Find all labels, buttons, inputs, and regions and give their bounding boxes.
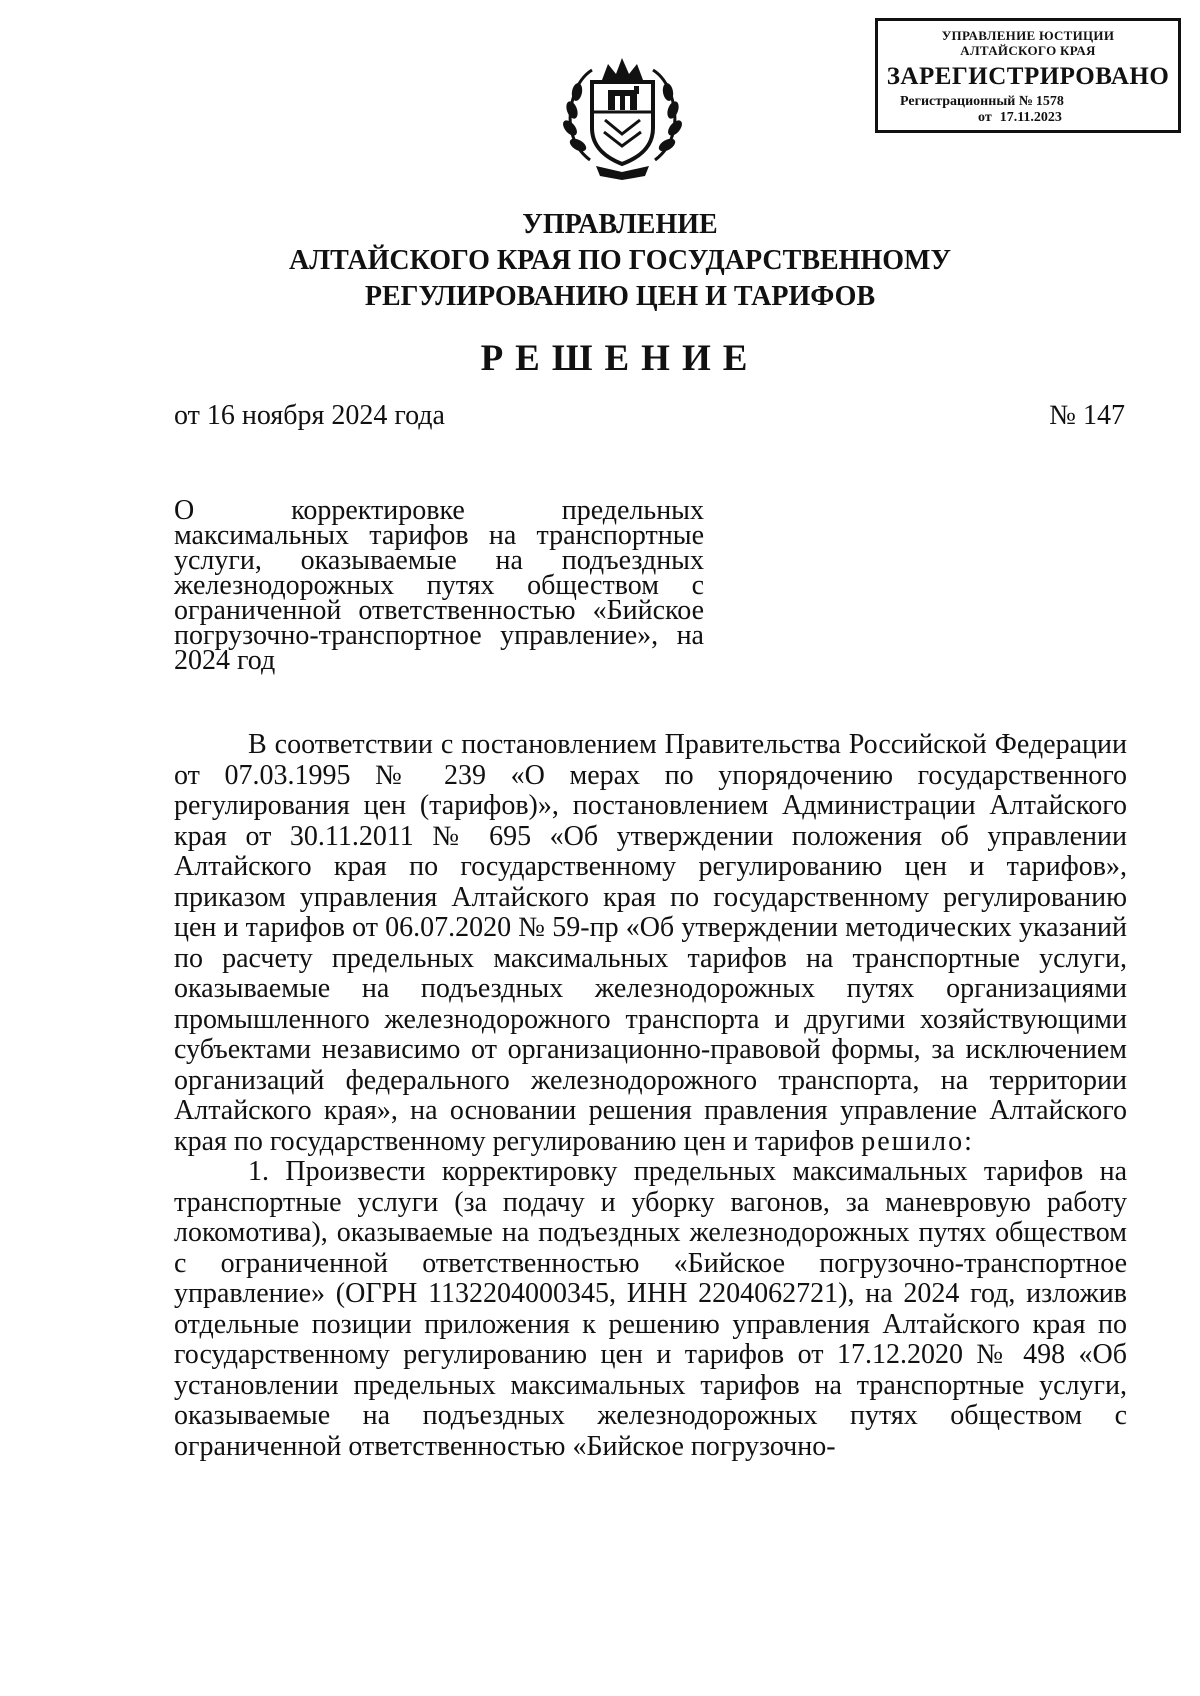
stamp-reg-date xyxy=(878,110,1178,126)
stamp-authority-line2: АЛТАЙСКОГО КРАЯ xyxy=(960,43,1096,58)
preamble-text: В соответствии с постановлением Правительства Российской Федерации от 07.03.1995 № 239 «О мерах по упорядочению государственного регулирования цен (тарифов)», постановлением Администрации Алтайского края от 30.11.2011 № 695 «Об утверждении положения об управлении Алтайского края по государственному регулированию цен и тарифов», приказом управления Алтайского края по государственному регулированию цен и тарифов от 06.07.2020 № 59-пр «Об утверждении методических указаний по расчету предельных максимальных тарифов на транспортные услуги, оказываемые на подъездных железнодорожных путях организациями промышленного железнодорожного транспорта и другими хозяйствующими субъектами независимо от организационно-правовой формы, за исключением организаций федерального железнодорожного транспорта, на территории Алтайского края», на основании решения правления управление Алтайского края по государственному регулированию цен и тарифов xyxy=(174,729,1127,1157)
stamp-reg-number xyxy=(878,94,1178,110)
stamp-registered: ЗАРЕГИСТРИРОВАНО xyxy=(886,63,1170,90)
stamp-reg-date-value: 17.11.2023 xyxy=(999,110,1062,125)
registration-stamp xyxy=(875,18,1181,133)
issuing-authority xyxy=(0,207,1200,315)
decided-word: решило: xyxy=(861,1125,974,1157)
document-title: РЕШЕНИЕ xyxy=(480,338,760,379)
document-number: № 147 xyxy=(1049,400,1125,431)
authority-line2: АЛТАЙСКОГО КРАЯ ПО ГОСУДАРСТВЕННОМУ xyxy=(289,245,951,276)
stamp-authority-line1: УПРАВЛЕНИЕ ЮСТИЦИИ xyxy=(941,28,1115,43)
document-date: от 16 ноября 2024 года xyxy=(174,400,445,431)
document-body xyxy=(174,730,1127,1462)
body-paragraph-item1: 1. Произвести корректировку предельных максимальных тарифов на транспортные услуги (за подачу и уборку вагонов, за маневровую работу локомотива), оказываемые на подъездных железнодорожных путях обществом с ограниченной ответственностью «Бийское погрузочно-транспортное управление» (ОГРН 1132204000345, ИНН 2204062721), на 2024 год, изложив отдельные позиции приложения к решению управления Алтайского края по государственному регулированию цен и тарифов от 17.12.2020 № 498 «Об установлении предельных максимальных тарифов на транспортные услуги, оказываемые на подъездных железнодорожных путях обществом с ограниченной ответственностью «Бийское погрузочно- xyxy=(174,1156,1127,1462)
stamp-reg-date-label: от xyxy=(978,110,992,125)
authority-line1: УПРАВЛЕНИЕ xyxy=(522,209,718,240)
altai-krai-coat-of-arms-icon xyxy=(560,50,685,180)
authority-line3: РЕГУЛИРОВАНИЮ ЦЕН И ТАРИФОВ xyxy=(364,281,876,312)
stamp-reg-number-label: Регистрационный № xyxy=(900,94,1033,109)
document-subject: О корректировке предельных максимальных тарифов на транспортные услуги, оказываемые на подъездных железнодорожных путях обществом с ограниченной ответственностью «Бийское погрузочно-транспортное управление», на 2024 год xyxy=(174,495,704,676)
stamp-reg-number-value: 1578 xyxy=(1035,94,1064,109)
body-paragraph-preamble xyxy=(174,730,1127,1157)
